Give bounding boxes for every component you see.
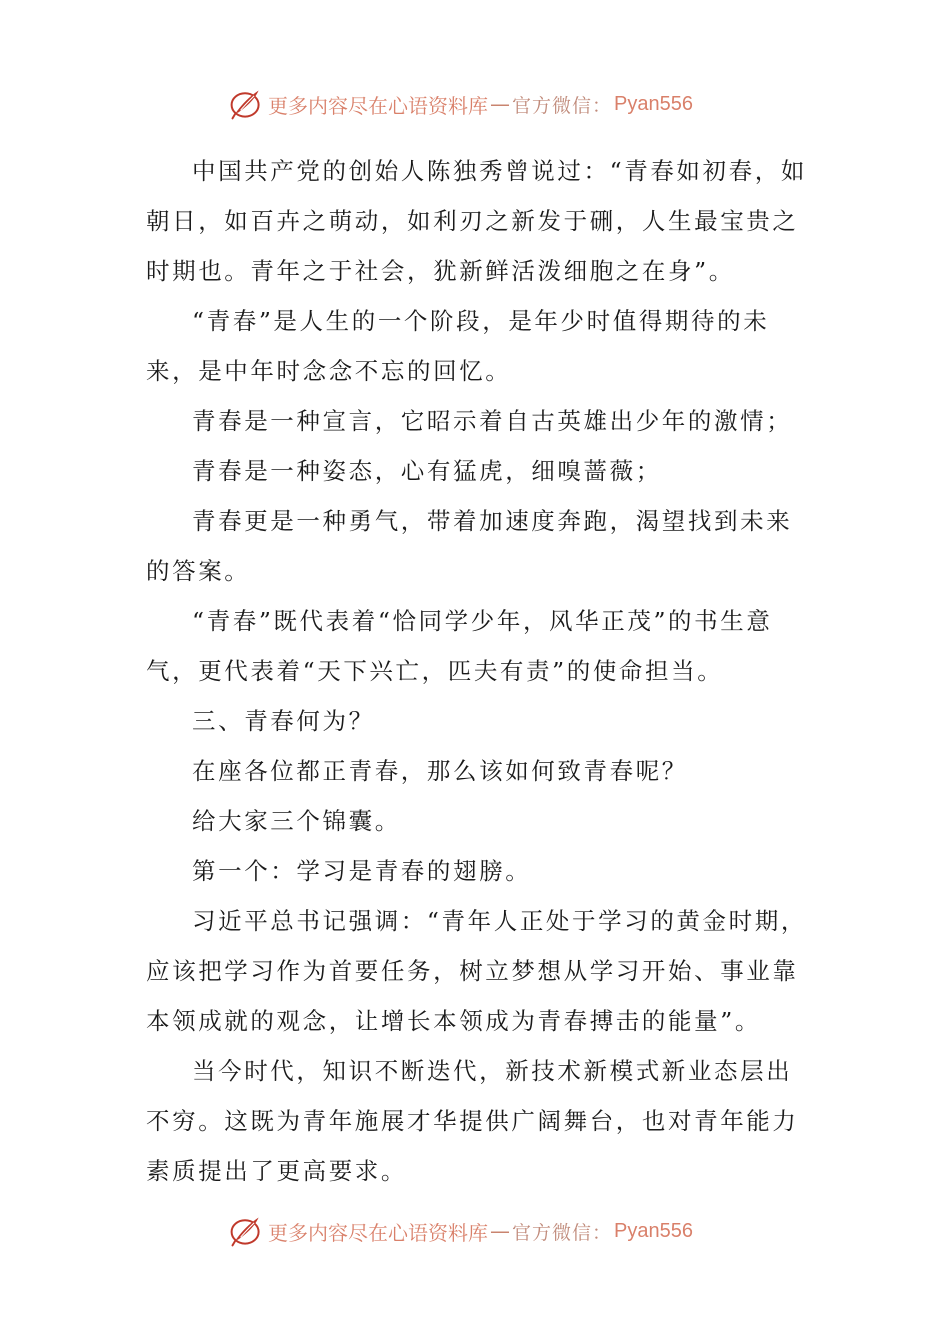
- paragraph: 给大家三个锦囊。: [192, 807, 401, 835]
- paragraph: 青春是一种宣言，它昭示着自古英雄出少年的激情；: [192, 407, 793, 435]
- banner-dash: —: [490, 92, 510, 116]
- header-banner: [228, 84, 748, 124]
- quill-pen-icon: [228, 86, 264, 122]
- paragraph: 第一个：学习是青春的翅膀。: [192, 857, 532, 885]
- banner-wechat-label: 官方微信：: [512, 94, 613, 117]
- banner-text: 更多内容尽在心语资料库: [268, 1220, 488, 1245]
- banner-wechat-id: Pyan556: [614, 92, 693, 115]
- banner-text: 更多内容尽在心语资料库: [268, 93, 488, 118]
- quill-pen-icon: [228, 1213, 264, 1249]
- paragraph: 习近平总书记强调：“青年人正处于学习的黄金时期，应该把学习作为首要任务，树立梦想从学习开始、事业靠本领成就的观念，让增长本领成为青春搏击的能量”。: [146, 907, 807, 1035]
- paragraph: 在座各位都正青春，那么该如何致青春呢？: [192, 757, 688, 785]
- paragraph: “青春”既代表着“恰同学少年，风华正茂”的书生意气，更代表着“天下兴亡，匹夫有责”的使命担当。: [146, 607, 773, 685]
- banner-wechat-id: Pyan556: [614, 1219, 693, 1242]
- paragraph: 中国共产党的创始人陈独秀曾说过：“青春如初春，如朝日，如百卉之萌动，如利刃之新发于硎，人生最宝贵之时期也。青年之于社会，犹新鲜活泼细胞之在身”。: [146, 157, 807, 285]
- section-heading: 三、青春何为？: [192, 707, 375, 735]
- paragraph: 当今时代，知识不断迭代，新技术新模式新业态层出不穷。这既为青年施展才华提供广阔舞台，也对青年能力素质提出了更高要求。: [146, 1057, 799, 1185]
- footer-banner: [228, 1211, 748, 1251]
- paragraph: 青春是一种姿态，心有猛虎，细嗅蔷薇；: [192, 457, 662, 485]
- paragraph: “青春”是人生的一个阶段，是年少时值得期待的未来，是中年时念念不忘的回忆。: [146, 307, 770, 385]
- paragraph: 青春更是一种勇气，带着加速度奔跑，渴望找到未来的答案。: [146, 507, 793, 585]
- banner-dash: —: [490, 1219, 510, 1243]
- document-body: [146, 146, 814, 1196]
- banner-wechat-label: 官方微信：: [512, 1221, 613, 1244]
